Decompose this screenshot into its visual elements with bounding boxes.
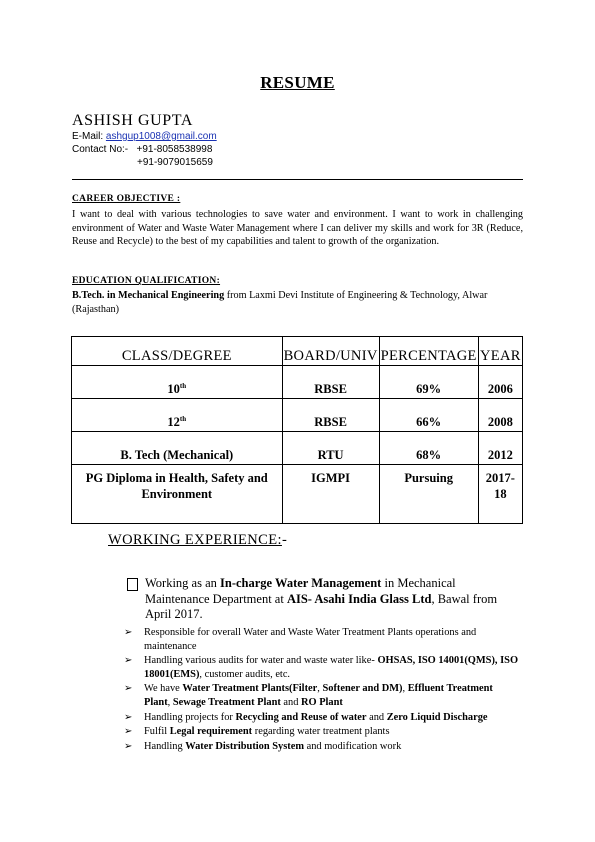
resume-title: RESUME	[260, 73, 335, 92]
degree-title: B.Tech. in Mechanical Engineering	[72, 290, 225, 301]
arrow-bullet-icon: ➢	[124, 740, 133, 752]
list-item: ➢ Fulfil Legal requirement regarding water treatment plants	[124, 726, 390, 738]
header-class-degree: CLASS/DEGREE	[72, 337, 283, 366]
current-role-summary: Working as an In-charge Water Management in Mechanical Maintenance Department at AIS- Asahi India Glass Ltd, Bawal from April 2017.	[145, 576, 498, 621]
arrow-bullet-icon: ➢	[124, 726, 133, 738]
cell-year: 2008	[478, 399, 522, 432]
email-link[interactable]: ashgup1008@gmail.com	[105, 131, 217, 142]
header-year: YEAR	[478, 337, 522, 366]
list-item: ➢ Handling various audits for water and waste water like- OHSAS, ISO 14001(QMS), ISO 18001(EMS), customer audits, etc.	[124, 655, 519, 680]
table-row	[72, 399, 523, 432]
cell-board: RBSE	[282, 399, 379, 432]
phone-number-2: +91-9079015659	[137, 157, 213, 168]
cell-percentage: 68%	[379, 432, 478, 465]
phone-label: Contact No:-	[72, 144, 129, 155]
table-row	[72, 465, 523, 524]
cell-board: RBSE	[282, 366, 379, 399]
header-percentage: PERCENTAGE	[379, 337, 478, 366]
responsibility-list	[124, 626, 519, 754]
education-summary	[72, 289, 523, 316]
cell-percentage: 69%	[379, 366, 478, 399]
arrow-bullet-icon: ➢	[124, 655, 133, 667]
email-line	[72, 130, 217, 143]
education-heading: EDUCATION QUALIFICATION:	[72, 276, 221, 286]
degree-institute: from Laxmi Devi Institute of Engineering & Technology, Alwar (Rajasthan)	[72, 290, 488, 315]
list-item: ➢ We have Water Treatment Plants(Filter, Softener and DM), Effluent Treatment Plant, Sewage Treatment Plant and RO Plant	[124, 683, 493, 708]
checkbox-bullet-icon	[127, 578, 138, 591]
table-row	[72, 432, 523, 465]
work-experience-heading: WORKING EXPERIENCE:-	[108, 532, 288, 548]
arrow-bullet-icon: ➢	[124, 711, 133, 723]
cell-class: 12th	[72, 399, 283, 432]
education-table-header	[72, 337, 523, 366]
cell-class: 10th	[72, 366, 283, 399]
cell-class: B. Tech (Mechanical)	[72, 432, 283, 465]
cell-year: 2006	[478, 366, 522, 399]
candidate-name: ASHISH GUPTA	[72, 112, 194, 129]
career-objective-text: I want to deal with various technologies to save water and environment. I want to work in challenging environment of Water and Waste Water Management where I can deliver my skills and work for 3R (Reduce, Reuse and Recycle) to the best of my capabilities and talent to growth of the organization.	[72, 209, 523, 248]
phone-line	[72, 143, 212, 156]
list-item: ➢ Handling projects for Recycling and Reuse of water and Zero Liquid Discharge	[124, 711, 488, 723]
section-divider	[72, 179, 523, 180]
cell-board: RTU	[282, 432, 379, 465]
arrow-bullet-icon: ➢	[124, 683, 133, 695]
cell-percentage: Pursuing	[379, 465, 478, 524]
cell-class: PG Diploma in Health, Safety and Environment	[72, 465, 283, 524]
header-board-univ: BOARD/UNIV	[282, 337, 379, 366]
cell-year: 2017-18	[478, 465, 522, 524]
career-objective-heading: CAREER OBJECTIVE :	[72, 194, 181, 204]
cell-year: 2012	[478, 432, 522, 465]
phone-number-1: +91-8058538998	[136, 144, 213, 155]
table-row	[72, 366, 523, 399]
list-item: ➢ Handling Water Distribution System and modification work	[124, 740, 402, 752]
cell-board: IGMPI	[282, 465, 379, 524]
email-label: E-Mail:	[72, 131, 106, 142]
cell-percentage: 66%	[379, 399, 478, 432]
education-table	[71, 336, 523, 524]
arrow-bullet-icon: ➢	[124, 627, 133, 638]
list-item: ➢ Responsible for overall Water and Waste Water Treatment Plants operations and maintenance	[124, 627, 477, 652]
